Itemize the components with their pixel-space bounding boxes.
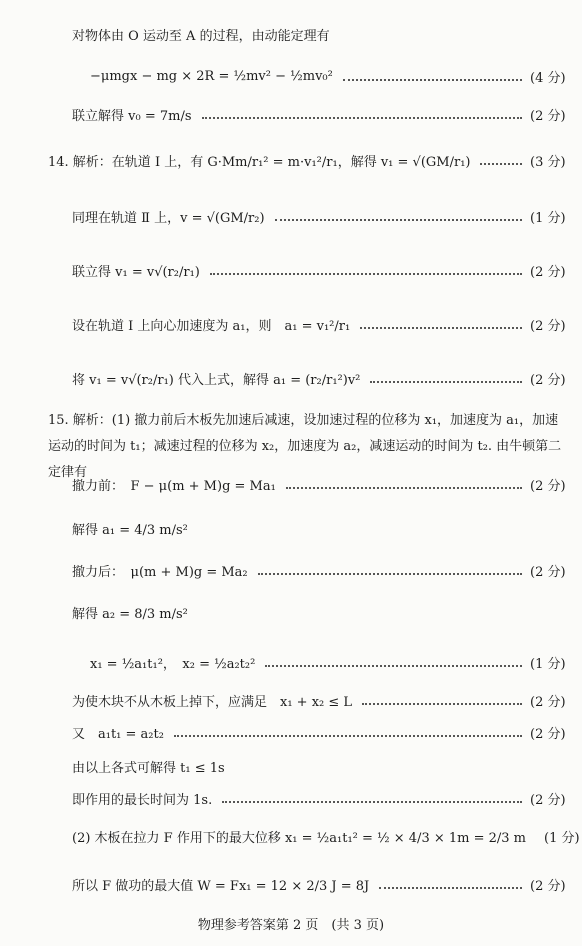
line-text: 联立得 v₁ = v√(r₂/r₁) (72, 264, 200, 280)
solution-line (0, 650, 582, 674)
solution-line (0, 258, 582, 282)
line-text: 撤力后： μ(m + M)g = Ma₂ (72, 564, 248, 580)
dot-leader (370, 380, 522, 383)
score-label: (2 分) (530, 694, 566, 710)
score-label: (3 分) (530, 154, 566, 170)
dot-leader (286, 486, 522, 489)
solution-line (0, 64, 582, 88)
dot-leader (379, 886, 522, 889)
score-label: (4 分) (530, 70, 566, 86)
dot-leader (202, 116, 523, 119)
solution-line (0, 720, 582, 744)
line-text: 同理在轨道 Ⅱ 上，v = √(GM/r₂) (72, 210, 265, 226)
solution-line (0, 312, 582, 336)
solution-line (0, 600, 582, 624)
score-label: (2 分) (530, 726, 566, 742)
score-label: (1 分) (530, 210, 566, 226)
line-text: 又 a₁t₁ = a₂t₂ (72, 726, 164, 742)
question-15-heading: 15. 解析：(1) 撤力前后木板先加速后减速，设加速过程的位移为 x₁，加速度为 a₁，加速运动的时间为 t₁；减速过程的位移为 x₂，加速度为 a₂，减速运动的时间为 t₂. 由牛顿第二定律有 (48, 413, 562, 480)
dot-leader (258, 572, 522, 575)
solution-line (0, 786, 582, 810)
solution-line (0, 472, 582, 496)
solution-line (0, 872, 582, 896)
solution-line (0, 754, 582, 778)
solution-line (0, 366, 582, 390)
score-label: (1 分) (530, 656, 566, 672)
score-label: (2 分) (530, 108, 566, 124)
dot-leader (362, 702, 522, 705)
dot-leader (174, 734, 522, 737)
solution-line (0, 204, 582, 228)
equation: −μmgx − mg × 2R = ½mv² − ½mv₀² (90, 68, 333, 84)
line-text: 为使木块不从木板上掉下，应满足 x₁ + x₂ ≤ L (72, 694, 353, 710)
line-text: 联立解得 v₀ = 7m/s (72, 108, 192, 124)
line-text: 即作用的最长时间为 1s. (72, 792, 213, 808)
dot-leader (480, 162, 522, 165)
solution-line (0, 102, 582, 126)
dot-leader (222, 800, 522, 803)
line-text: 对物体由 O 运动至 A 的过程，由动能定理有 (72, 28, 330, 44)
solution-line (0, 688, 582, 712)
score-label: (2 分) (530, 318, 566, 334)
solution-line (0, 516, 582, 540)
line-text: 由以上各式可解得 t₁ ≤ 1s (72, 760, 225, 776)
score-label: (2 分) (530, 372, 566, 388)
dot-leader (265, 664, 522, 667)
solution-line (0, 558, 582, 582)
score-label: (1 分) (544, 830, 580, 846)
dot-leader (360, 326, 522, 329)
solution-line (0, 824, 582, 848)
question-14-heading: 14. 解析：在轨道 Ⅰ 上，有 G·Mm/r₁² = m·v₁²/r₁，解得 v₁ = √(GM/r₁) (48, 154, 471, 170)
line-text: 解得 a₁ = 4/3 m/s² (72, 522, 188, 538)
score-label: (2 分) (530, 878, 566, 894)
line-text: 将 v₁ = v√(r₂/r₁) 代入上式，解得 a₁ = (r₂/r₁²)v² (72, 372, 361, 388)
score-label: (2 分) (530, 478, 566, 494)
score-label: (2 分) (530, 792, 566, 808)
equation: x₁ = ½a₁t₁²， x₂ = ½a₂t₂² (90, 656, 256, 672)
dot-leader (343, 78, 522, 81)
page-footer: 物理参考答案第 2 页 (共 3 页) (197, 918, 385, 933)
line-text: 设在轨道 Ⅰ 上向心加速度为 a₁，则 a₁ = v₁²/r₁ (72, 318, 351, 334)
line-text: (2) 木板在拉力 F 作用下的最大位移 x₁ = ½a₁t₁² = ½ × 4/3 × 1m = 2/3 m (72, 830, 527, 846)
line-text: 所以 F 做功的最大值 W = Fx₁ = 12 × 2/3 J = 8J (72, 878, 370, 894)
solution-line (0, 148, 582, 172)
dot-leader (210, 272, 522, 275)
line-text: 撤力前： F − μ(m + M)g = Ma₁ (72, 478, 276, 494)
score-label: (2 分) (530, 264, 566, 280)
line-text: 解得 a₂ = 8/3 m/s² (72, 606, 188, 622)
solution-line (0, 22, 582, 46)
score-label: (2 分) (530, 564, 566, 580)
dot-leader (275, 218, 522, 221)
